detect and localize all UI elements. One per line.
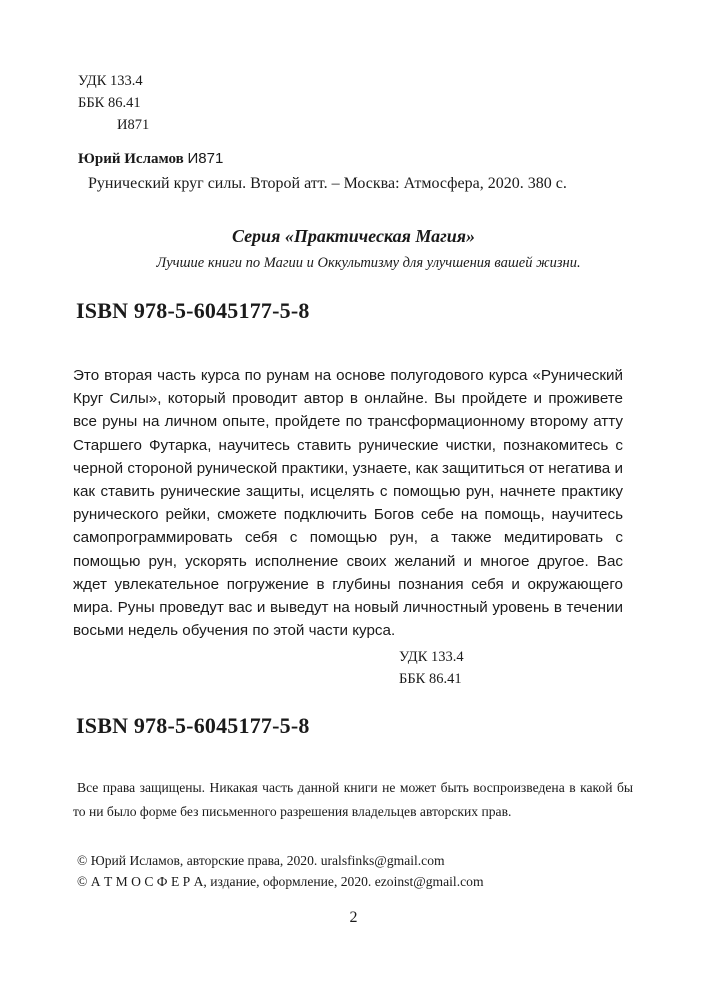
author-heading [78,150,223,168]
copyright-author: © Юрий Исламов, авторские права, 2020. uralsfinks@gmail.com [77,853,445,868]
series-subtitle: Лучшие книги по Магии и Оккультизму для улучшения вашей жизни. [156,255,581,271]
udk-code: УДК 133.4 [78,73,143,89]
author-name: Юрий Исламов [78,151,184,167]
author-code: И871 [187,150,224,167]
rights-notice: Все права защищены. Никакая часть данной книги не может быть воспроизведена в какой бы то ни было форме без письменного разрешения владельцев авторских прав. [73,780,633,819]
bbk-code-bottom: ББК 86.41 [399,671,462,687]
udk-code-bottom: УДК 133.4 [399,649,464,665]
page-number: 2 [349,909,358,926]
bbk-code: ББК 86.41 [78,95,141,111]
book-abstract: Это вторая часть курса по рунам на основе полугодового курса «Рунический Круг Силы», который проводит автор в онлайне. Вы пройдете и проживете все руны на личном опыте, пройдете по трансформационному второму атту Старшего Футарка, научитесь ставить рунические чистки, познакомитесь с черной стороной рунической практики, узнаете, как защититься от негатива и как ставить рунические защиты, исцелять с помощью рун, начнете практику рунического рейки, сможете подключить Богов себе на помощь, научитесь самопрограммировать себя с помощью рун, а также медитировать с помощью рун, ускорять исполнение своих желаний и многое другое. Вас ждет увлекательное погружение в глубины познания себя и окружающего мира. Руны проведут вас и выведут на новый личностный уровень в течении восьми недель обучения по этой части курса. [73,367,623,640]
isbn-bottom: ISBN 978-5-6045177-5-8 [76,713,310,738]
copyright-publisher: © А Т М О С Ф Е Р А, издание, оформление, 2020. ezoinst@gmail.com [77,874,484,889]
series-title: Серия «Практическая Магия» [231,226,476,246]
bibliographic-description: Рунический круг силы. Второй атт. – Москва: Атмосфера, 2020. 380 с. [88,175,567,192]
author-mark: И871 [117,117,150,133]
isbn-top: ISBN 978-5-6045177-5-8 [76,298,310,323]
